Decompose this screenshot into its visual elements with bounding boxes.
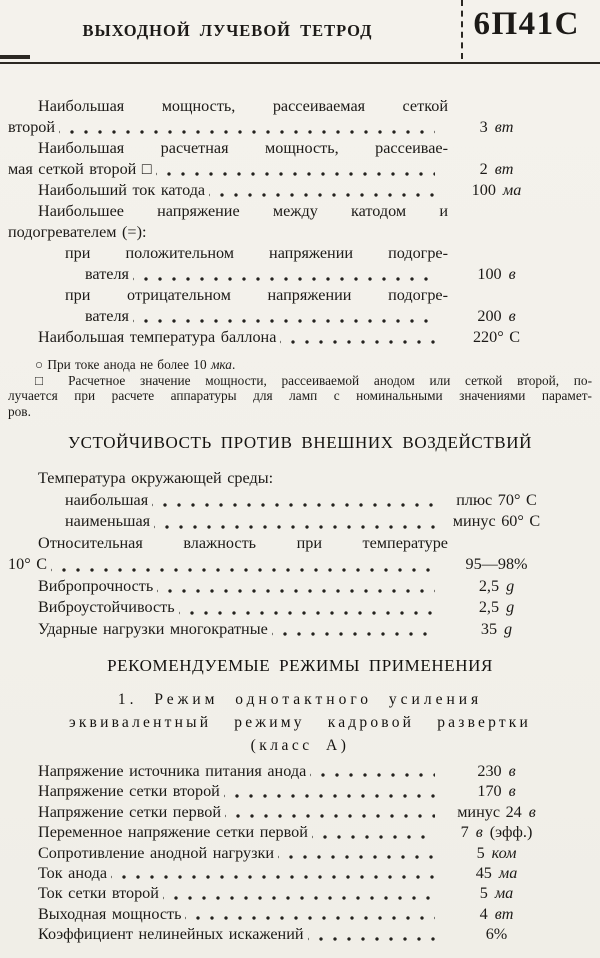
dot-leader xyxy=(133,269,435,285)
spec-line xyxy=(8,159,592,180)
mode-subheading-line-3: (класс А) xyxy=(250,737,350,754)
dot-leader xyxy=(308,929,435,945)
spec-value: 170 в xyxy=(477,782,516,801)
spec-label: Наибольшая расчетная мощность, рассеивае- xyxy=(38,139,448,157)
spec-label: ○ При токе анода не более 10 мка. xyxy=(35,357,236,372)
spec-label: наименьшая xyxy=(65,512,151,530)
unit-label: в xyxy=(508,782,516,801)
dot-leader xyxy=(152,495,435,511)
modes-section-heading: РЕКОМЕНДУЕМЫЕ РЕЖИМЫ ПРИМЕНЕНИЯ xyxy=(107,656,493,675)
spec-value: 200 в xyxy=(477,307,516,325)
spec-value: 5 ком xyxy=(476,843,517,862)
spec-label: Наибольшая мощность, рассеиваемая сеткой xyxy=(38,97,448,115)
spec-line xyxy=(8,843,592,863)
unit-label: ком xyxy=(491,843,517,862)
spec-label: Ток сетки второй xyxy=(38,884,159,903)
spec-value: 2,5 g xyxy=(439,597,554,619)
dot-leader xyxy=(51,560,435,576)
unit-label: в xyxy=(528,802,536,821)
unit-label: в xyxy=(508,307,516,325)
dot-leader xyxy=(185,908,435,924)
spec-line xyxy=(8,822,592,842)
mode-parameters-section xyxy=(8,761,592,945)
spec-label: подогревателем (=): xyxy=(8,223,147,241)
spec-line xyxy=(8,576,592,598)
spec-value: 2,5 g xyxy=(439,576,554,598)
dot-leader xyxy=(224,786,435,802)
spec-line xyxy=(8,863,592,883)
spec-label: ров. xyxy=(8,403,31,419)
dot-leader xyxy=(179,603,435,619)
spec-value: 5 ма xyxy=(479,884,514,903)
spec-line xyxy=(8,306,592,327)
dot-leader xyxy=(225,806,435,822)
spec-label: Коэффициент нелинейных искажений xyxy=(38,925,304,944)
dot-leader xyxy=(133,311,435,327)
spec-label: при отрицательном напряжении подогре- xyxy=(65,286,448,304)
unit-label: g xyxy=(504,619,513,638)
dot-leader xyxy=(154,517,435,533)
tube-type-label: 6П41С xyxy=(473,6,580,42)
spec-line xyxy=(8,243,448,264)
spec-label: Наибольшая температура баллона xyxy=(38,328,277,346)
spec-value: 95—98% xyxy=(465,555,528,573)
stability-section xyxy=(8,468,592,640)
dot-leader xyxy=(310,765,435,781)
spec-value: 45 ма xyxy=(475,864,518,883)
unit-label: g xyxy=(506,598,515,616)
spec-label: Ток анода xyxy=(38,864,108,883)
page-title: ВЫХОДНОЙ ЛУЧЕВОЙ ТЕТРОД xyxy=(82,21,373,40)
spec-label: Выходная мощность xyxy=(38,904,182,923)
spec-line xyxy=(8,201,448,222)
unit-label: вт xyxy=(494,160,514,178)
spec-line xyxy=(8,533,448,555)
dot-leader xyxy=(111,867,435,883)
spec-line xyxy=(8,264,592,285)
spec-line xyxy=(8,904,592,924)
spec-label: Напряжение сетки второй xyxy=(38,782,220,801)
dot-leader xyxy=(312,827,435,843)
spec-value: минус 60° С xyxy=(452,512,541,530)
spec-value: плюс 70° С xyxy=(456,490,537,509)
page-header xyxy=(0,0,600,64)
dot-leader xyxy=(163,888,435,904)
spec-line xyxy=(8,490,592,512)
unit-label: в xyxy=(508,265,516,283)
limit-ratings-section xyxy=(8,96,592,348)
footnotes-section xyxy=(8,357,592,419)
spec-label: 10° С xyxy=(8,555,48,573)
rule-left-dash xyxy=(0,55,30,59)
spec-line xyxy=(8,511,592,533)
unit-label: ма xyxy=(494,884,514,903)
spec-value: 7 в (эфф.) xyxy=(460,823,533,842)
spec-line xyxy=(8,619,592,641)
dot-leader xyxy=(280,332,435,348)
dot-leader xyxy=(209,185,435,201)
unit-label: вт xyxy=(494,118,514,136)
spec-value: 3 вт xyxy=(479,118,514,136)
spec-label: Относительная влажность при температуре xyxy=(38,533,448,552)
dot-leader xyxy=(157,581,435,597)
spec-line xyxy=(8,96,448,117)
spec-value: 2 вт xyxy=(479,160,514,178)
spec-line xyxy=(8,138,448,159)
spec-label: наибольшая xyxy=(65,490,149,509)
spec-label: мая сеткой второй □ xyxy=(8,160,152,178)
unit-label: в xyxy=(475,823,483,842)
spec-line xyxy=(8,222,592,243)
mode-subheading-line-2: эквивалентный режиму кадровой развертки xyxy=(68,714,532,731)
mode-subheading xyxy=(8,688,592,757)
spec-value: 100 ма xyxy=(471,181,522,199)
unit-label: в xyxy=(508,762,516,780)
spec-label: □ Расчетное значение мощности, рассеиваемой анодом или сеткой второй, по- xyxy=(35,372,592,388)
spec-line xyxy=(8,924,592,944)
spec-label: Сопротивление анодной нагрузки xyxy=(38,843,275,862)
spec-label: второй xyxy=(8,118,56,136)
spec-label: лучается при расчете аппаратуры для ламп с номинальными значениями парамет- xyxy=(8,388,592,403)
spec-value: 6% xyxy=(485,925,508,944)
spec-line xyxy=(8,802,592,822)
spec-line xyxy=(8,373,592,389)
unit-label: g xyxy=(506,576,515,595)
unit-label: ма xyxy=(498,864,518,883)
spec-line xyxy=(8,554,592,576)
spec-label: Виброустойчивость xyxy=(38,598,175,616)
spec-line xyxy=(8,404,592,420)
spec-label: Напряжение сетки первой xyxy=(38,802,222,821)
header-divider-dashed-line xyxy=(461,0,463,59)
spec-line xyxy=(8,597,592,619)
spec-line xyxy=(8,327,592,348)
dot-leader xyxy=(278,847,435,863)
unit-label: вт xyxy=(494,904,514,923)
spec-label: Ударные нагрузки многократные xyxy=(38,619,268,638)
dot-leader xyxy=(272,624,435,640)
page-body xyxy=(0,96,600,945)
spec-value: минус 24 в xyxy=(457,802,536,821)
spec-line xyxy=(8,781,592,801)
spec-label: Переменное напряжение сетки первой xyxy=(38,823,308,842)
spec-value: 230 в xyxy=(477,762,516,780)
spec-line xyxy=(8,117,592,138)
spec-label: Вибропрочность xyxy=(38,576,154,595)
unit-label: ма xyxy=(502,181,522,199)
spec-label: Наибольшее напряжение между катодом и xyxy=(38,202,448,220)
spec-label: Наибольший ток катода xyxy=(38,181,206,199)
mode-subheading-line-1: 1. Режим однотактного усиления xyxy=(117,691,483,708)
spec-line xyxy=(8,761,592,781)
spec-line xyxy=(8,180,592,201)
spec-line xyxy=(8,357,592,373)
spec-line xyxy=(8,285,448,306)
spec-line xyxy=(8,468,592,490)
dot-leader xyxy=(59,122,435,138)
value-suffix: (эфф.) xyxy=(489,823,533,842)
spec-line xyxy=(8,388,592,404)
spec-label: Температура окружающей среды: xyxy=(38,469,274,487)
spec-value: 220° С xyxy=(472,328,521,346)
stability-section-heading: УСТОЙЧИВОСТЬ ПРОТИВ ВНЕШНИХ ВОЗДЕЙСТВИЙ xyxy=(67,433,533,452)
dot-leader xyxy=(156,164,435,180)
spec-value: 100 в xyxy=(477,265,516,283)
spec-value: 4 вт xyxy=(479,904,514,923)
spec-label: вателя xyxy=(85,307,129,325)
spec-line xyxy=(8,883,592,903)
spec-label: вателя xyxy=(85,265,129,283)
spec-label: Напряжение источника питания анода xyxy=(38,762,307,780)
spec-value: 35 g xyxy=(439,619,554,641)
spec-label: при положительном напряжении подогре- xyxy=(65,244,448,262)
